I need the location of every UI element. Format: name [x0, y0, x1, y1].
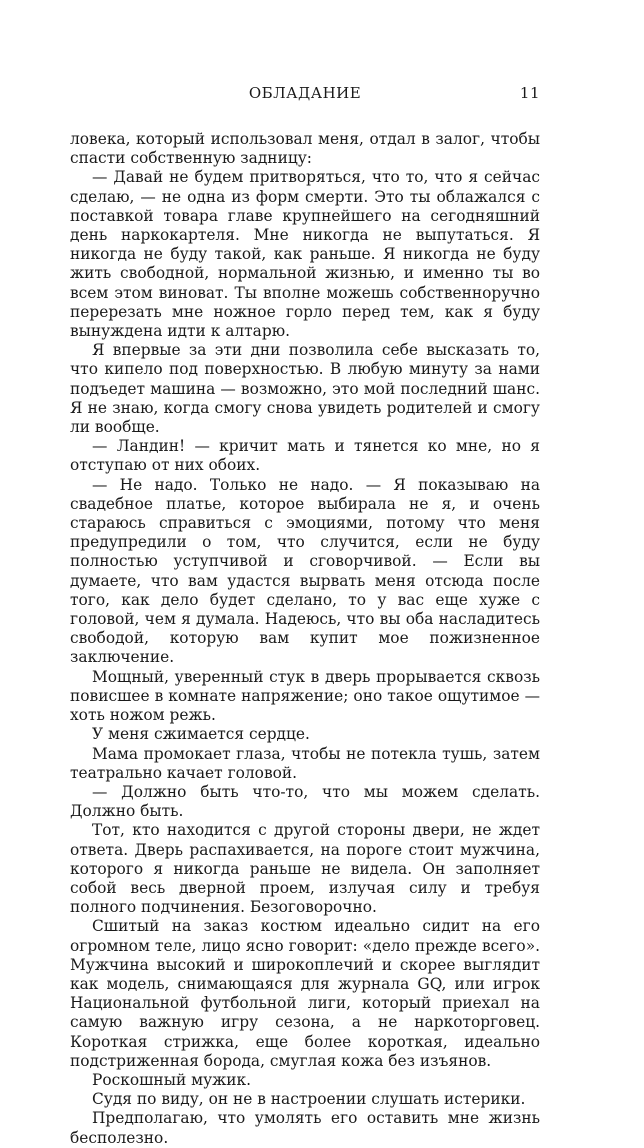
running-title: ОБЛАДАНИЕ	[248, 84, 362, 102]
paragraph: Сшитый на заказ костюм идеально сидит на его огромном теле, лицо ясно говорит: «дело прежде всего». Мужчина высокий и широкоплечий и скорее выглядит как модель, снимающаяся для журнала GQ, или игрок Национальной футбольной лиги, который приехал на самую важную игру сезона, а не наркоторговец. Короткая стрижка, еще более короткая, идеально подстриженная борода, смуглая кожа без изъянов.	[70, 917, 540, 1070]
page-number: 11	[519, 84, 540, 102]
paragraph: — Должно быть что-то, что мы можем сделать. Должно быть.	[70, 782, 540, 821]
paragraph: Роскошный мужик.	[92, 1070, 252, 1089]
paragraph: Судя по виду, он не в настроении слушать истерики.	[92, 1090, 526, 1109]
paragraph: Я впервые за эти дни позволила себе высказать то, что кипело под поверхностью. В любую минуту за нами подъедет машина — возможно, это мой последний шанс. Я не знаю, когда смогу снова увидеть родителей и смогу ли вообще.	[70, 341, 540, 437]
paragraph: — Давай не будем притворяться, что то, что я сейчас сделаю, — не одна из форм смерти. Это ты облажался с поставкой товара главе крупнейшего на сегодняшний день наркокартеля. Мне никогда не выпутаться. Я никогда не буду такой, как раньше. Я никогда не буду жить свободной, нормальной жизнью, и именно ты во всем этом виноват. Ты вполне можешь собственноручно перерезать мне ножное горло перед тем, как я буду вынуждена идти к алтарю.	[70, 168, 540, 341]
paragraph: Предполагаю, что умолять его оставить мне жизнь бесполезно.	[70, 1109, 540, 1147]
paragraph: — Не надо. Только не надо. — Я показываю на свадебное платье, которое выбирала не я, и очень стараюсь справиться с эмоциями, потому что меня предупредили о том, что случится, если не буду полностью уступчивой и сговорчивой. — Если вы думаете, что вам удастся вырвать меня отсюда после того, как дело будет сделано, то у вас еще хуже с головой, чем я думала. Надеюсь, что вы оба насладитесь свободой, которую вам купит мое пожизненное заключение.	[70, 475, 540, 667]
running-head	[70, 84, 540, 106]
paragraph-continued: ловека, который использовал меня, отдал в залог, чтобы спасти собственную задницу:	[70, 130, 540, 168]
body-text	[70, 130, 540, 1148]
paragraph: У меня сжимается сердце.	[92, 725, 310, 744]
paragraph: Мощный, уверенный стук в дверь прорывается сквозь повисшее в комнате напряжение; оно такое ощутимое — хоть ножом режь.	[70, 667, 540, 725]
paragraph: Тот, кто находится с другой стороны двери, не ждет ответа. Дверь распахивается, на пороге стоит мужчина, которого я никогда раньше не видела. Он заполняет собой весь дверной проем, излучая силу и требуя полного подчинения. Безоговорочно.	[70, 821, 540, 917]
paragraph: Мама промокает глаза, чтобы не потекла тушь, затем театрально качает головой.	[70, 744, 540, 782]
paragraph: — Ландин! — кричит мать и тянется ко мне, но я отступаю от них обоих.	[70, 437, 540, 475]
